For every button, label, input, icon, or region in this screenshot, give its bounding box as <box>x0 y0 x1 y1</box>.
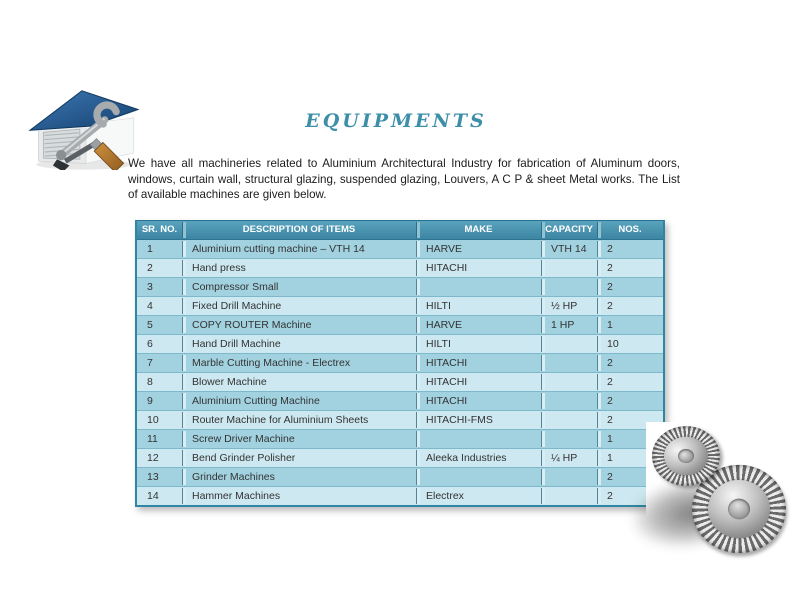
table-cell <box>416 468 541 486</box>
table-cell: 2 <box>147 262 153 274</box>
table-cell: 2 <box>597 240 663 258</box>
table-cell: HITACHI <box>416 259 541 277</box>
table-cell: 5 <box>147 319 153 331</box>
table-cell: Bend Grinder Polisher <box>182 449 416 467</box>
column-header: NOS. <box>597 221 663 239</box>
table-cell <box>541 354 597 372</box>
column-header: MAKE <box>416 221 541 239</box>
page-title: EQUIPMENTS <box>305 110 487 132</box>
table-cell: Blower Machine <box>182 373 416 391</box>
table-cell: Hammer Machines <box>182 487 416 505</box>
table-cell: 4 <box>147 300 153 312</box>
table-cell: COPY ROUTER Machine <box>182 316 416 334</box>
table-cell <box>541 335 597 353</box>
table-row <box>137 372 663 391</box>
table-cell: 11 <box>147 433 158 445</box>
table-header-row <box>137 220 663 240</box>
table-cell: ½ HP <box>541 297 597 315</box>
table-cell: 1 HP <box>541 316 597 334</box>
table-cell: Aluminium Cutting Machine <box>182 392 416 410</box>
table-cell: 2 <box>597 373 663 391</box>
table-cell: 8 <box>147 376 153 388</box>
table-row <box>137 391 663 410</box>
table-cell: 2 <box>597 297 663 315</box>
table-cell: ¼ HP <box>541 449 597 467</box>
table-cell: 2 <box>597 411 663 429</box>
table-cell: 2 <box>597 354 663 372</box>
table-cell: 2 <box>597 392 663 410</box>
table-cell: HILTI <box>416 335 541 353</box>
table-cell: Marble Cutting Machine - Electrex <box>182 354 416 372</box>
table-cell <box>416 430 541 448</box>
table-cell: HITACHI <box>416 354 541 372</box>
table-cell <box>541 411 597 429</box>
table-cell: Fixed Drill Machine <box>182 297 416 315</box>
table-cell <box>541 487 597 505</box>
table-cell: 7 <box>147 357 153 369</box>
table-cell <box>541 430 597 448</box>
equipment-table <box>135 220 665 507</box>
table-cell: 2 <box>597 468 663 486</box>
table-cell: 1 <box>597 449 663 467</box>
table-cell <box>541 373 597 391</box>
table-cell: 10 <box>597 335 663 353</box>
metal-gears-image <box>646 422 792 562</box>
table-row <box>137 353 663 372</box>
table-body <box>137 240 663 505</box>
table-cell: 1 <box>147 243 153 255</box>
table-cell: Electrex <box>416 487 541 505</box>
table-row <box>137 258 663 277</box>
column-header: SR. NO. <box>141 224 178 235</box>
table-cell: 1 <box>597 430 663 448</box>
table-cell: Router Machine for Aluminium Sheets <box>182 411 416 429</box>
table-cell: 1 <box>597 316 663 334</box>
table-cell: Hand press <box>182 259 416 277</box>
table-cell: 14 <box>147 490 159 502</box>
table-row <box>137 486 663 505</box>
table-cell <box>541 278 597 296</box>
table-row <box>137 277 663 296</box>
table-cell <box>541 392 597 410</box>
table-cell <box>541 468 597 486</box>
table-cell: Aleeka Industries <box>416 449 541 467</box>
table-cell: HITACHI <box>416 392 541 410</box>
table-cell: 6 <box>147 338 153 350</box>
column-header: CAPACITY <box>541 221 597 239</box>
table-cell: VTH 14 <box>541 240 597 258</box>
table-row <box>137 410 663 429</box>
table-cell: 3 <box>147 281 153 293</box>
table-cell: 12 <box>147 452 159 464</box>
table-row <box>137 429 663 448</box>
table-cell <box>416 278 541 296</box>
table-cell: 9 <box>147 395 153 407</box>
table-cell: HARVE <box>416 240 541 258</box>
table-cell: 10 <box>147 414 159 426</box>
table-cell: Grinder Machines <box>182 468 416 486</box>
table-cell: HILTI <box>416 297 541 315</box>
table-cell: Hand Drill Machine <box>182 335 416 353</box>
intro-paragraph: We have all machineries related to Aluminium Architectural Industry for fabrication of Aluminum doors, windows, curtain wall, structural glazing, suspended glazing, Louvers, A C P & sheet Metal works. The List of available machines are given below. <box>128 157 680 202</box>
table-cell: Compressor Small <box>182 278 416 296</box>
table-row <box>137 334 663 353</box>
table-row <box>137 296 663 315</box>
table-cell <box>541 259 597 277</box>
table-cell: 13 <box>147 471 159 483</box>
table-row <box>137 448 663 467</box>
table-cell: 2 <box>597 259 663 277</box>
table-cell: 2 <box>597 487 663 505</box>
table-cell: HITACHI <box>416 373 541 391</box>
table-row <box>137 467 663 486</box>
table-cell: HITACHI-FMS <box>416 411 541 429</box>
table-cell: Aluminium cutting machine – VTH 14 <box>182 240 416 258</box>
table-row <box>137 315 663 334</box>
table-cell: HARVE <box>416 316 541 334</box>
table-row <box>137 240 663 258</box>
table-cell: 2 <box>597 278 663 296</box>
table-cell: Screw Driver Machine <box>182 430 416 448</box>
column-header: DESCRIPTION OF ITEMS <box>182 221 416 239</box>
